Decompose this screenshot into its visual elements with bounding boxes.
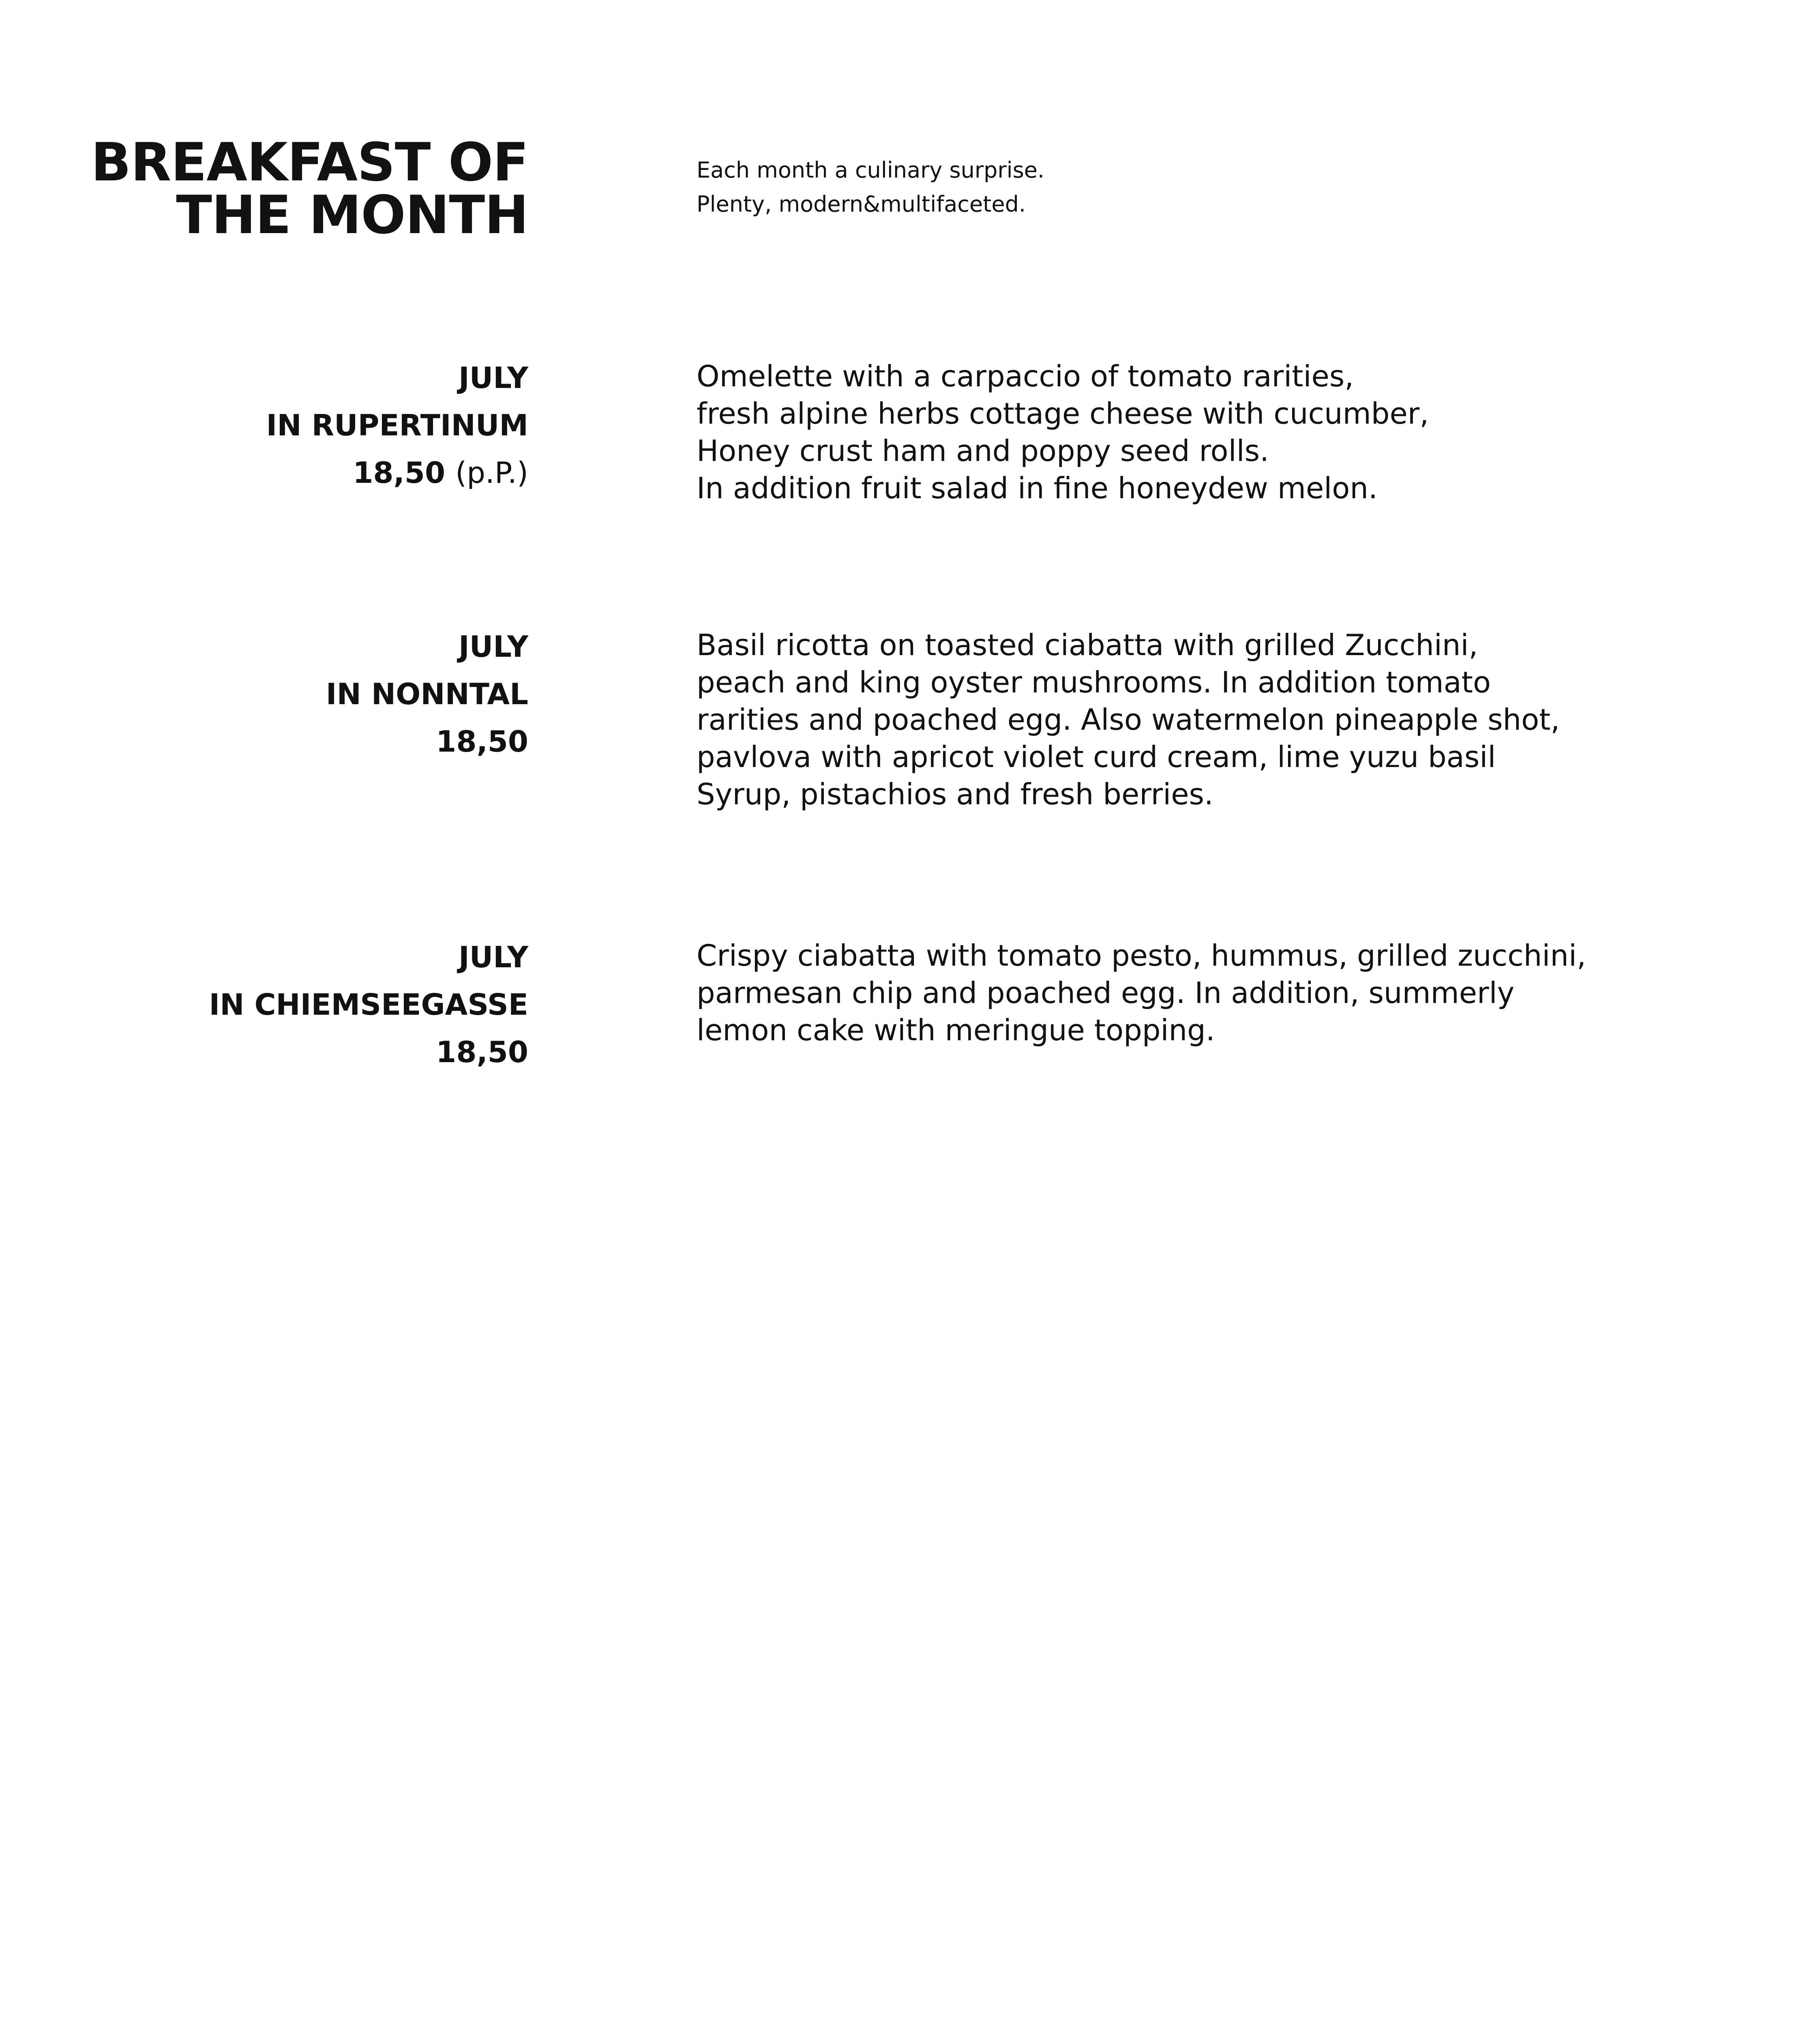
offer-description-line: rarities and poached egg. Also watermelon pineapple shot, [697,703,1560,737]
offer-description-line: Omelette with a carpaccio of tomato rarities, [697,359,1354,393]
tagline [697,153,1044,221]
offer-description-line: parmesan chip and poached egg. In addition, summerly [697,976,1515,1010]
offer-description-line: Honey crust ham and poppy seed rolls. [697,434,1269,468]
offer-month: JULY [458,361,528,395]
offer-description-line: In addition fruit salad in fine honeydew melon. [697,471,1378,505]
tagline-line: Plenty, modern&multifaceted. [697,191,1026,217]
offer-price: 18,50 [436,724,528,759]
offer-location: IN RUPERTINUM [266,408,528,442]
offer-month: JULY [458,940,528,974]
offer-description-chiemseegasse [697,937,1586,1049]
offer-description-nonntal [697,626,1560,813]
offer-price-row [266,449,528,497]
page-title [91,131,528,246]
offer-location: IN CHIEMSEEGASSE [209,988,528,1022]
offer-description-rupertinum [697,358,1429,507]
offer-price: 18,50 [353,456,446,490]
tagline-line: Each month a culinary surprise. [697,157,1045,183]
page-title-line: THE MONTH [176,184,528,246]
offer-description-line: Basil ricotta on toasted ciabatta with grilled Zucchini, [697,628,1478,662]
offer-description-line: fresh alpine herbs cottage cheese with cucumber, [697,396,1429,431]
offer-description-line: peach and king oyster mushrooms. In addition tomato [697,665,1491,699]
offer-description-line: lemon cake with meringue topping. [697,1013,1215,1047]
offer-label-rupertinum [266,354,528,497]
offer-label-chiemseegasse [209,934,528,1076]
offer-description-line: pavlova with apricot violet curd cream, lime yuzu basil [697,740,1496,774]
offer-location: IN NONNTAL [326,677,528,711]
offer-price: 18,50 [436,1035,528,1069]
offer-description-line: Syrup, pistachios and fresh berries. [697,777,1213,811]
offer-month: JULY [458,630,528,664]
offer-price-note: (p.P.) [455,456,528,490]
page-title-line: BREAKFAST OF [91,131,528,193]
offer-label-nonntal [326,623,528,765]
offer-description-line: Crispy ciabatta with tomato pesto, hummus, grilled zucchini, [697,939,1586,973]
